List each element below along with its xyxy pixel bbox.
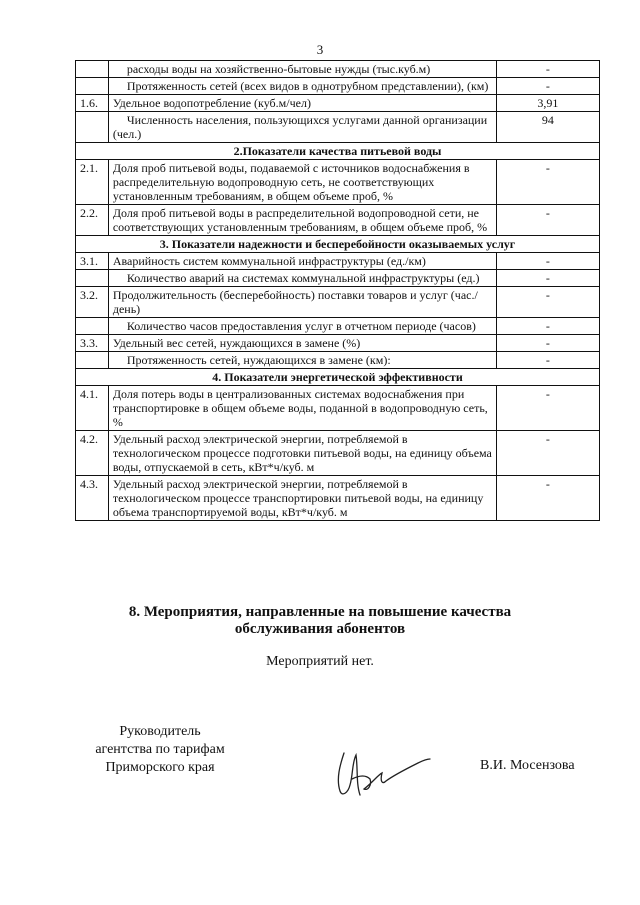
row-description: Численность населения, пользующихся услугами данной организации (чел.) (108, 112, 496, 143)
row-number (76, 318, 109, 335)
table-row (76, 386, 600, 431)
row-description: Количество часов предоставления услуг в отчетном периоде (часов) (108, 318, 496, 335)
signer-name: В.И. Мосензова (480, 758, 575, 773)
row-description: Протяженность сетей (всех видов в однотрубном представлении), (км) (108, 78, 496, 95)
row-description: Удельное водопотребление (куб.м/чел) (108, 95, 496, 112)
table-row (76, 318, 600, 335)
section-8-title (0, 604, 640, 638)
row-number: 3.2. (76, 287, 109, 318)
row-number: 1.6. (76, 95, 109, 112)
table-row (76, 61, 600, 78)
row-value: - (496, 476, 599, 521)
table-row (76, 205, 600, 236)
row-number: 4.3. (76, 476, 109, 521)
row-description: Доля проб питьевой воды в распределительной водопроводной сети, не соответствующих установленным требованиям, в общем объеме проб, % (108, 205, 496, 236)
section-header-row (76, 143, 600, 160)
section-title: 3. Показатели надежности и бесперебойности оказываемых услуг (76, 236, 600, 253)
row-number: 4.2. (76, 431, 109, 476)
row-description: Количество аварий на системах коммунальной инфраструктуры (ед.) (108, 270, 496, 287)
section-header-row (76, 236, 600, 253)
row-value: - (496, 253, 599, 270)
row-description: Протяженность сетей, нуждающихся в замене (км): (108, 352, 496, 369)
indicators-table (75, 60, 600, 521)
table-row (76, 352, 600, 369)
section-header-row (76, 369, 600, 386)
row-value: - (496, 287, 599, 318)
row-description: Удельный вес сетей, нуждающихся в замене (%) (108, 335, 496, 352)
section-8-title-line: 8. Мероприятия, направленные на повышение качества (128, 604, 512, 620)
table-row (76, 95, 600, 112)
row-value: - (496, 352, 599, 369)
no-events-text: Мероприятий нет. (266, 654, 374, 669)
row-description: Аварийность систем коммунальной инфраструктуры (ед./км) (108, 253, 496, 270)
row-value: - (496, 318, 599, 335)
row-number: 4.1. (76, 386, 109, 431)
row-value: 94 (496, 112, 599, 143)
row-number: 2.2. (76, 205, 109, 236)
section-title: 4. Показатели энергетической эффективности (76, 369, 600, 386)
row-value: - (496, 205, 599, 236)
row-number: 3.1. (76, 253, 109, 270)
row-description: Доля потерь воды в централизованных системах водоснабжения при транспортировке в общем объеме воды, поданной в водопроводную сеть, % (108, 386, 496, 431)
table-row (76, 270, 600, 287)
row-value: - (496, 270, 599, 287)
table-row (76, 112, 600, 143)
table-row (76, 160, 600, 205)
position-line: агентства по тарифам (95, 742, 225, 757)
row-description: Удельный расход электрической энергии, потребляемой в технологическом процессе подготовки питьевой воды, на единицу объема воды, отпускаемой в сеть, кВт*ч/куб. м (108, 431, 496, 476)
row-value: - (496, 61, 599, 78)
row-number: 3.3. (76, 335, 109, 352)
table-row (76, 78, 600, 95)
table-row (76, 253, 600, 270)
section-title: 2.Показатели качества питьевой воды (76, 143, 600, 160)
row-number (76, 352, 109, 369)
row-value: - (496, 431, 599, 476)
row-number (76, 78, 109, 95)
row-number: 2.1. (76, 160, 109, 205)
row-number (76, 61, 109, 78)
row-number (76, 270, 109, 287)
page-number: 3 (316, 42, 324, 57)
row-description: Удельный расход электрической энергии, потребляемой в технологическом процессе транспортировки питьевой воды, на единицу объема транспортируемой воды, кВт*ч/куб. м (108, 476, 496, 521)
row-value: - (496, 78, 599, 95)
signer-position (80, 723, 240, 777)
table-row (76, 335, 600, 352)
section-8-title-line: обслуживания абонентов (234, 621, 406, 637)
position-line: Приморского края (105, 760, 215, 775)
position-line: Руководитель (119, 724, 201, 739)
table-row (76, 431, 600, 476)
table-row (76, 287, 600, 318)
table-row (76, 476, 600, 521)
row-value: - (496, 386, 599, 431)
row-value: - (496, 160, 599, 205)
row-value: - (496, 335, 599, 352)
row-description: Доля проб питьевой воды, подаваемой с источников водоснабжения в распределительную водопроводную сеть, не соответствующих установленным требованиям, в общем объеме проб, % (108, 160, 496, 205)
row-value: 3,91 (496, 95, 599, 112)
row-description: Продолжительность (бесперебойность) поставки товаров и услуг (час./день) (108, 287, 496, 318)
row-description: расходы воды на хозяйственно-бытовые нужды (тыс.куб.м) (108, 61, 496, 78)
handwritten-signature (322, 745, 432, 805)
row-number (76, 112, 109, 143)
